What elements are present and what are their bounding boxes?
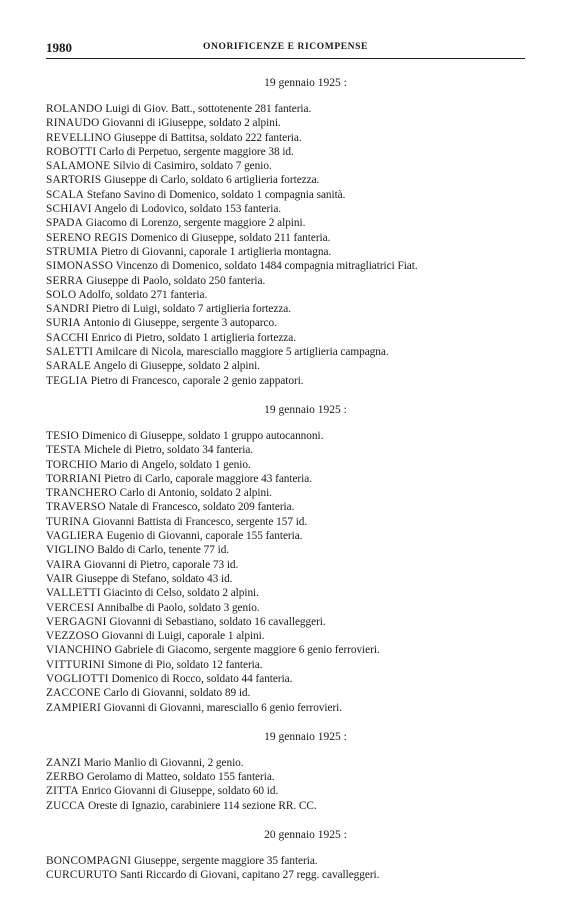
decree-section xyxy=(46,828,535,883)
entry-details: Carlo di Antonio, soldato 2 alpini. xyxy=(119,487,272,500)
decree-section xyxy=(46,403,535,715)
entry-surname: TURINA xyxy=(46,515,90,528)
list-item xyxy=(46,173,535,187)
entry-surname: VITTURINI xyxy=(46,658,105,671)
list-item xyxy=(46,543,535,557)
page-header xyxy=(46,40,525,59)
entry-surname: SCHIAVI xyxy=(46,203,92,216)
section-date: 19 gennaio 1925 : xyxy=(264,730,347,743)
entry-details: Angelo di Lodovico, soldato 153 fanteria. xyxy=(93,203,282,216)
entry-surname: TEGLIA xyxy=(46,374,88,387)
entry-details: Silvio di Casimiro, soldato 7 genio. xyxy=(113,160,272,173)
list-item xyxy=(46,672,535,686)
list-item xyxy=(46,443,535,457)
entry-surname: ZANZI xyxy=(46,756,81,769)
entry-details: Gerolamo di Matteo, soldato 155 fanteria. xyxy=(86,771,275,784)
list-item xyxy=(46,486,535,500)
entry-details: Giovanni di Giovanni, maresciallo 6 genio ferrovieri. xyxy=(103,701,343,714)
entry-details: Pietro di Carlo, caporale maggiore 43 fanteria. xyxy=(104,472,312,485)
entry-details: Domenico di Giuseppe, soldato 211 fanteria. xyxy=(130,231,331,244)
entry-surname: TORCHIO xyxy=(46,458,98,471)
entry-details: Giovanni Battista di Francesco, sergente 157 id. xyxy=(92,515,308,528)
list-item xyxy=(46,686,535,700)
entry-details: Giovanni di Pietro, caporale 73 id. xyxy=(84,558,239,571)
entry-details: Carlo di Perpetuo, sergente maggiore 38 id. xyxy=(99,145,294,158)
entry-surname: VAGLIERA xyxy=(46,530,104,543)
list-item xyxy=(46,799,535,813)
entry-surname: VALLETTI xyxy=(46,587,101,600)
entry-details: Pietro di Giovanni, caporale 1 artiglieria montagna. xyxy=(101,245,332,258)
entry-surname: ZITTA xyxy=(46,785,79,798)
entry-details: Carlo di Giovanni, soldato 89 id. xyxy=(103,687,251,700)
list-item xyxy=(46,500,535,514)
entry-details: Giovanni di iGiuseppe, soldato 2 alpini. xyxy=(102,117,281,130)
list-item xyxy=(46,643,535,657)
entry-details: Domenico di Rocco, soldato 44 fanteria. xyxy=(111,672,293,685)
entry-details: Pietro di Francesco, caporale 2 genio zappatori. xyxy=(90,374,304,387)
list-item xyxy=(46,302,535,316)
entry-details: Enrico Giovanni di Giuseppe, soldato 60 id. xyxy=(81,785,279,798)
entry-details: Eugenio di Giovanni, caporale 155 fanteria. xyxy=(106,530,303,543)
list-item xyxy=(46,601,535,615)
entry-surname: VEZZOSO xyxy=(46,630,99,643)
entry-details: Mario di Angelo, soldato 1 genio. xyxy=(100,458,251,471)
list-item xyxy=(46,586,535,600)
entry-surname: SANDRI xyxy=(46,303,90,316)
entry-surname: CURCURUTO xyxy=(46,869,118,882)
list-item xyxy=(46,274,535,288)
list-item xyxy=(46,615,535,629)
list-item xyxy=(46,572,535,586)
entry-details: Giuseppe di Stefano, soldato 43 id. xyxy=(75,572,233,585)
entry-surname: VIGLINO xyxy=(46,544,95,557)
list-item xyxy=(46,231,535,245)
entry-details: Dimenico di Giuseppe, soldato 1 gruppo autocannoni. xyxy=(81,429,324,442)
list-item xyxy=(46,472,535,486)
entry-details: Enrico di Pietro, soldato 1 artiglieria fortezza. xyxy=(91,331,297,344)
entry-surname: SPADA xyxy=(46,217,84,230)
entry-details: Natale di Francesco, soldato 209 fanteria. xyxy=(108,501,295,514)
list-item xyxy=(46,629,535,643)
entry-details: Giuseppe, sergente maggiore 35 fanteria. xyxy=(134,855,318,868)
entry-surname: TRANCHERO xyxy=(46,487,117,500)
entry-details: Giacinto di Celso, soldato 2 alpini. xyxy=(103,587,259,600)
entry-surname: SALETTI xyxy=(46,346,94,359)
entry-surname: VAIR xyxy=(46,572,73,585)
decree-section xyxy=(46,76,535,388)
list-item xyxy=(46,515,535,529)
list-item xyxy=(46,854,535,868)
entry-surname: ROBOTTI xyxy=(46,145,97,158)
section-date: 19 gennaio 1925 : xyxy=(264,403,347,416)
entry-details: Oreste di Ignazio, carabiniere 114 sezione RR. CC. xyxy=(88,799,317,812)
entry-surname: SERRA xyxy=(46,274,84,287)
entry-details: Michele di Pietro, soldato 34 fanteria. xyxy=(84,444,254,457)
entry-details: Giacomo di Lorenzo, sergente maggiore 2 alpini. xyxy=(85,217,306,230)
entry-surname: VERCESI xyxy=(46,601,95,614)
entry-details: Gabriele di Giacomo, sergente maggiore 6 genio ferrovieri. xyxy=(114,644,380,657)
entry-details: Amilcare di Nicola, maresciallo maggiore 5 artiglieria campagna. xyxy=(95,346,389,359)
entry-surname: TESTA xyxy=(46,444,82,457)
list-item xyxy=(46,102,535,116)
list-item xyxy=(46,756,535,770)
entry-details: Adolfo, soldato 271 fanteria. xyxy=(78,288,208,301)
list-item xyxy=(46,868,535,882)
entry-details: Antonio di Giuseppe, sergente 3 autoparco. xyxy=(83,317,277,330)
entry-surname: SIMONASSO xyxy=(46,260,114,273)
entry-surname: STRUMIA xyxy=(46,245,99,258)
list-item xyxy=(46,658,535,672)
entry-surname: REVELLINO xyxy=(46,131,112,144)
section-date: 19 gennaio 1925 : xyxy=(264,77,347,89)
decree-section xyxy=(46,730,535,813)
entry-surname: ROLANDO xyxy=(46,103,103,115)
entry-surname: SALAMONE xyxy=(46,160,111,173)
entry-surname: SARTORIS xyxy=(46,174,102,187)
entry-surname: TESIO xyxy=(46,429,80,442)
entry-surname: VAIRA xyxy=(46,558,82,571)
list-item xyxy=(46,770,535,784)
entry-surname: ZUCCA xyxy=(46,799,86,812)
entry-details: Giovanni di Sebastiano, soldato 16 cavalleggeri. xyxy=(109,615,326,628)
list-item xyxy=(46,245,535,259)
list-item xyxy=(46,188,535,202)
section-date: 20 gennaio 1925 : xyxy=(264,829,347,842)
page-number: 1980 xyxy=(46,40,72,55)
entry-surname: RINAUDO xyxy=(46,117,100,130)
entry-surname: ZAMPIERI xyxy=(46,701,101,714)
list-item xyxy=(46,784,535,798)
entry-surname: SERENO REGIS xyxy=(46,231,128,244)
entry-details: Mario Manlio di Giovanni, 2 genio. xyxy=(83,756,244,769)
entry-details: Santi Riccardo di Giovani, capitano 27 regg. cavalleggeri. xyxy=(120,869,380,882)
running-title: ONORIFICENZE E RICOMPENSE xyxy=(203,42,368,52)
list-item xyxy=(46,359,535,373)
list-item xyxy=(46,331,535,345)
entry-surname: VIANCHINO xyxy=(46,644,112,657)
list-item xyxy=(46,558,535,572)
entry-details: Giuseppe di Battitsa, soldato 222 fanteria. xyxy=(113,131,302,144)
entry-surname: SCALA xyxy=(46,188,85,201)
entry-surname: ZERBO xyxy=(46,771,85,784)
entry-surname: SOLO xyxy=(46,288,77,301)
entry-details: Angelo di Giuseppe, soldato 2 alpini. xyxy=(93,360,260,373)
list-item xyxy=(46,316,535,330)
list-item xyxy=(46,259,535,273)
list-item xyxy=(46,131,535,145)
list-item xyxy=(46,345,535,359)
entry-details: Simone di Pio, soldato 12 fanteria. xyxy=(107,658,263,671)
list-item xyxy=(46,529,535,543)
entry-details: Baldo di Carlo, tenente 77 id. xyxy=(97,544,230,557)
list-item xyxy=(46,458,535,472)
list-item xyxy=(46,288,535,302)
list-item xyxy=(46,429,535,443)
document-body xyxy=(46,76,535,887)
list-item xyxy=(46,116,535,130)
entry-surname: SURIA xyxy=(46,317,81,330)
entry-details: Pietro di Luigi, soldato 7 artiglieria fortezza. xyxy=(92,303,292,316)
entry-surname: BONCOMPAGNI xyxy=(46,855,132,868)
list-item xyxy=(46,202,535,216)
list-item xyxy=(46,701,535,715)
entry-details: Vincenzo di Domenico, soldato 1484 compagnia mitragliatrici Fiat. xyxy=(115,260,418,273)
entry-surname: VOGLIOTTI xyxy=(46,672,109,685)
entry-surname: VERGAGNI xyxy=(46,615,107,628)
entry-surname: TRAVERSO xyxy=(46,501,106,514)
entry-details: Annibalbe di Paolo, soldato 3 genio. xyxy=(96,601,260,614)
entry-details: Stefano Savino di Domenico, soldato 1 compagnia sanità. xyxy=(86,188,346,201)
entry-surname: SARALE xyxy=(46,360,92,373)
list-item xyxy=(46,159,535,173)
list-item xyxy=(46,374,535,388)
entry-details: Luigi di Giov. Batt., sottotenente 281 fanteria. xyxy=(105,103,312,115)
list-item xyxy=(46,145,535,159)
entry-details: Giuseppe di Carlo, soldato 6 artiglieria fortezza. xyxy=(104,174,320,187)
entry-surname: TORRIANI xyxy=(46,472,102,485)
entry-details: Giovanni di Luigi, caporale 1 alpini. xyxy=(101,630,265,643)
list-item xyxy=(46,216,535,230)
entry-surname: ZACCONE xyxy=(46,687,101,700)
entry-surname: SACCHI xyxy=(46,331,89,344)
entry-details: Giuseppe di Paolo, soldato 250 fanteria. xyxy=(86,274,266,287)
